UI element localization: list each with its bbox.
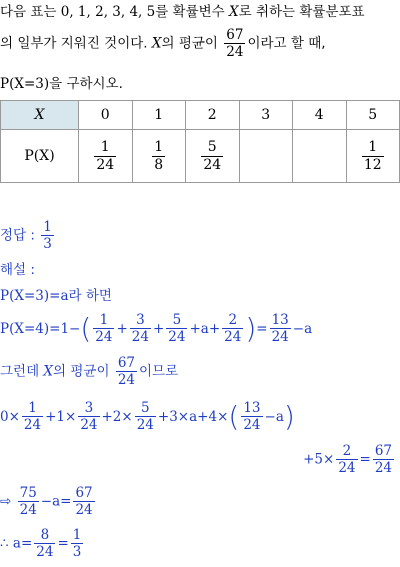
numerator: 67: [117, 355, 135, 371]
prob-cell: [132, 130, 186, 183]
solution-step-3: [0, 356, 178, 387]
numerator: 2: [228, 312, 238, 329]
numerator: 3: [136, 312, 145, 329]
text: 로 취하는 확률분포표: [238, 4, 365, 20]
fraction: [78, 401, 99, 432]
expr: +1×: [45, 408, 77, 425]
fraction: [22, 401, 43, 432]
solution-label: [0, 262, 35, 278]
numerator: 13: [271, 312, 289, 329]
expr: −a=: [40, 493, 72, 510]
denominator: 24: [168, 329, 186, 346]
text: 의 일부가 지워진 것이다.: [0, 35, 148, 52]
expr: =: [57, 535, 69, 552]
numerator: 67: [226, 27, 244, 43]
problem-line-2: [0, 28, 326, 59]
text: 라 하면: [68, 288, 112, 304]
question-expr: P(X=3): [0, 76, 50, 92]
prob-cell-blank: [239, 130, 293, 183]
solution-step-2: P(X=4)=1−( $\frac{1}{24}$ + $\frac{3}{24}$ + $\frac{5}{24}$ +a+ $\frac{2}{24}$ )= $\frac{13}{24}$ −a: [0, 312, 313, 346]
solution-step-1: [0, 288, 112, 304]
values-list: 0, 1, 2, 3, 4, 5: [60, 4, 156, 20]
fraction: [34, 528, 55, 559]
distribution-table: [0, 100, 400, 183]
right-paren: ): [245, 312, 257, 345]
fraction: [18, 486, 39, 517]
text: 해설 :: [0, 262, 35, 278]
text: 를 확률변수: [155, 4, 225, 20]
left-paren: (: [228, 400, 240, 433]
prob-cell: [79, 130, 133, 183]
fraction: [373, 444, 394, 475]
fraction: [130, 313, 151, 344]
right-paren: ): [283, 400, 295, 433]
expr: 0×: [0, 408, 20, 425]
denominator: 24: [131, 329, 149, 346]
denominator: 24: [36, 544, 54, 561]
fraction: [116, 356, 137, 387]
answer-label: 정답 :: [0, 227, 35, 244]
answer-line: [0, 220, 56, 251]
denominator: 24: [136, 417, 154, 434]
text: 다음 표는: [0, 4, 57, 20]
denominator: 24: [75, 502, 93, 519]
mean-fraction: [224, 28, 245, 59]
text: 그런데: [0, 363, 40, 380]
text: 이므로: [139, 363, 179, 380]
fraction: [222, 313, 243, 344]
x-value: 4: [293, 101, 347, 130]
numerator: 5: [141, 400, 150, 417]
denominator: 24: [338, 460, 356, 477]
prob-label: P(X): [1, 130, 79, 183]
numerator: 67: [374, 443, 392, 459]
var-x: X: [151, 35, 162, 52]
fraction: [166, 313, 187, 344]
numerator: 2: [342, 443, 352, 459]
expr: +a+: [189, 320, 221, 337]
numerator: 1: [99, 312, 109, 329]
numerator: 13: [243, 400, 261, 417]
text: 이라고 할 때,: [247, 35, 326, 52]
denominator: 24: [80, 417, 98, 434]
numerator: 1: [43, 219, 52, 235]
fraction: [71, 528, 84, 559]
expr: −a: [292, 320, 313, 337]
denominator: 24: [224, 329, 242, 346]
numerator: 1: [100, 138, 110, 155]
expr: =: [359, 451, 371, 468]
numerator: 5: [172, 312, 182, 329]
problem-line-1: [0, 4, 365, 20]
text: 을 구하시오.: [49, 76, 123, 92]
denominator: 24: [19, 502, 37, 519]
solution-step-7: [0, 528, 85, 559]
solution-step-6: [0, 486, 97, 517]
denominator: 24: [23, 417, 42, 434]
var-x: X: [43, 363, 54, 380]
denominator: 24: [95, 329, 113, 346]
expr: =: [256, 320, 268, 337]
text: 의 평균이: [53, 363, 110, 380]
left-paren: (: [80, 312, 92, 345]
expr: a=: [12, 535, 33, 552]
fraction: [93, 313, 114, 344]
numerator: 5: [207, 138, 217, 155]
numerator: 1: [368, 138, 378, 155]
denominator: 3: [43, 236, 52, 253]
expr: +2×: [101, 408, 133, 425]
denominator: 24: [374, 460, 392, 477]
solution-step-4: [0, 400, 295, 434]
numerator: 8: [40, 527, 50, 543]
text: 의 평균이: [161, 35, 218, 52]
problem-line-3: [0, 76, 123, 92]
prob-cell-blank: [293, 130, 347, 183]
denominator: 24: [96, 156, 115, 173]
numerator: 1: [28, 400, 37, 417]
x-value: 0: [79, 101, 133, 130]
expr: −a: [264, 408, 284, 425]
denominator: 24: [203, 156, 222, 173]
numerator: 3: [84, 400, 94, 417]
answer-fraction: [41, 220, 54, 251]
prob-cell: [186, 130, 240, 183]
denominator: 24: [226, 44, 244, 61]
expr: +5×: [303, 451, 335, 468]
denominator: 12: [363, 156, 382, 173]
fraction: [336, 444, 357, 475]
prob-cell: [346, 130, 400, 183]
numerator: 1: [72, 527, 82, 543]
arrow-icon: ⇨: [0, 493, 12, 510]
x-value: 2: [186, 101, 240, 130]
fraction: [241, 401, 262, 432]
numerator: 1: [154, 138, 164, 155]
solution-step-5: [303, 444, 396, 475]
denominator: 24: [271, 329, 289, 346]
header-label: X: [1, 101, 79, 130]
expr: P(X=4)=1−: [0, 320, 81, 337]
expr: +3×a+4×: [157, 408, 229, 425]
numerator: 67: [75, 485, 93, 501]
numerator: 75: [19, 485, 37, 501]
x-value: 1: [132, 101, 186, 130]
therefore-icon: ∴: [0, 535, 9, 552]
denominator: 24: [243, 417, 261, 434]
denominator: 24: [117, 372, 135, 389]
fraction: [135, 401, 156, 432]
x-value: 3: [239, 101, 293, 130]
table-prob-row: [1, 130, 400, 183]
fraction: [270, 313, 291, 344]
fraction: [73, 486, 94, 517]
table-header-row: [1, 101, 400, 130]
denominator: 8: [154, 156, 164, 173]
x-value: 5: [346, 101, 400, 130]
expr: P(X=3)=a: [0, 288, 69, 304]
var-x: X: [229, 4, 239, 20]
denominator: 3: [72, 544, 82, 561]
